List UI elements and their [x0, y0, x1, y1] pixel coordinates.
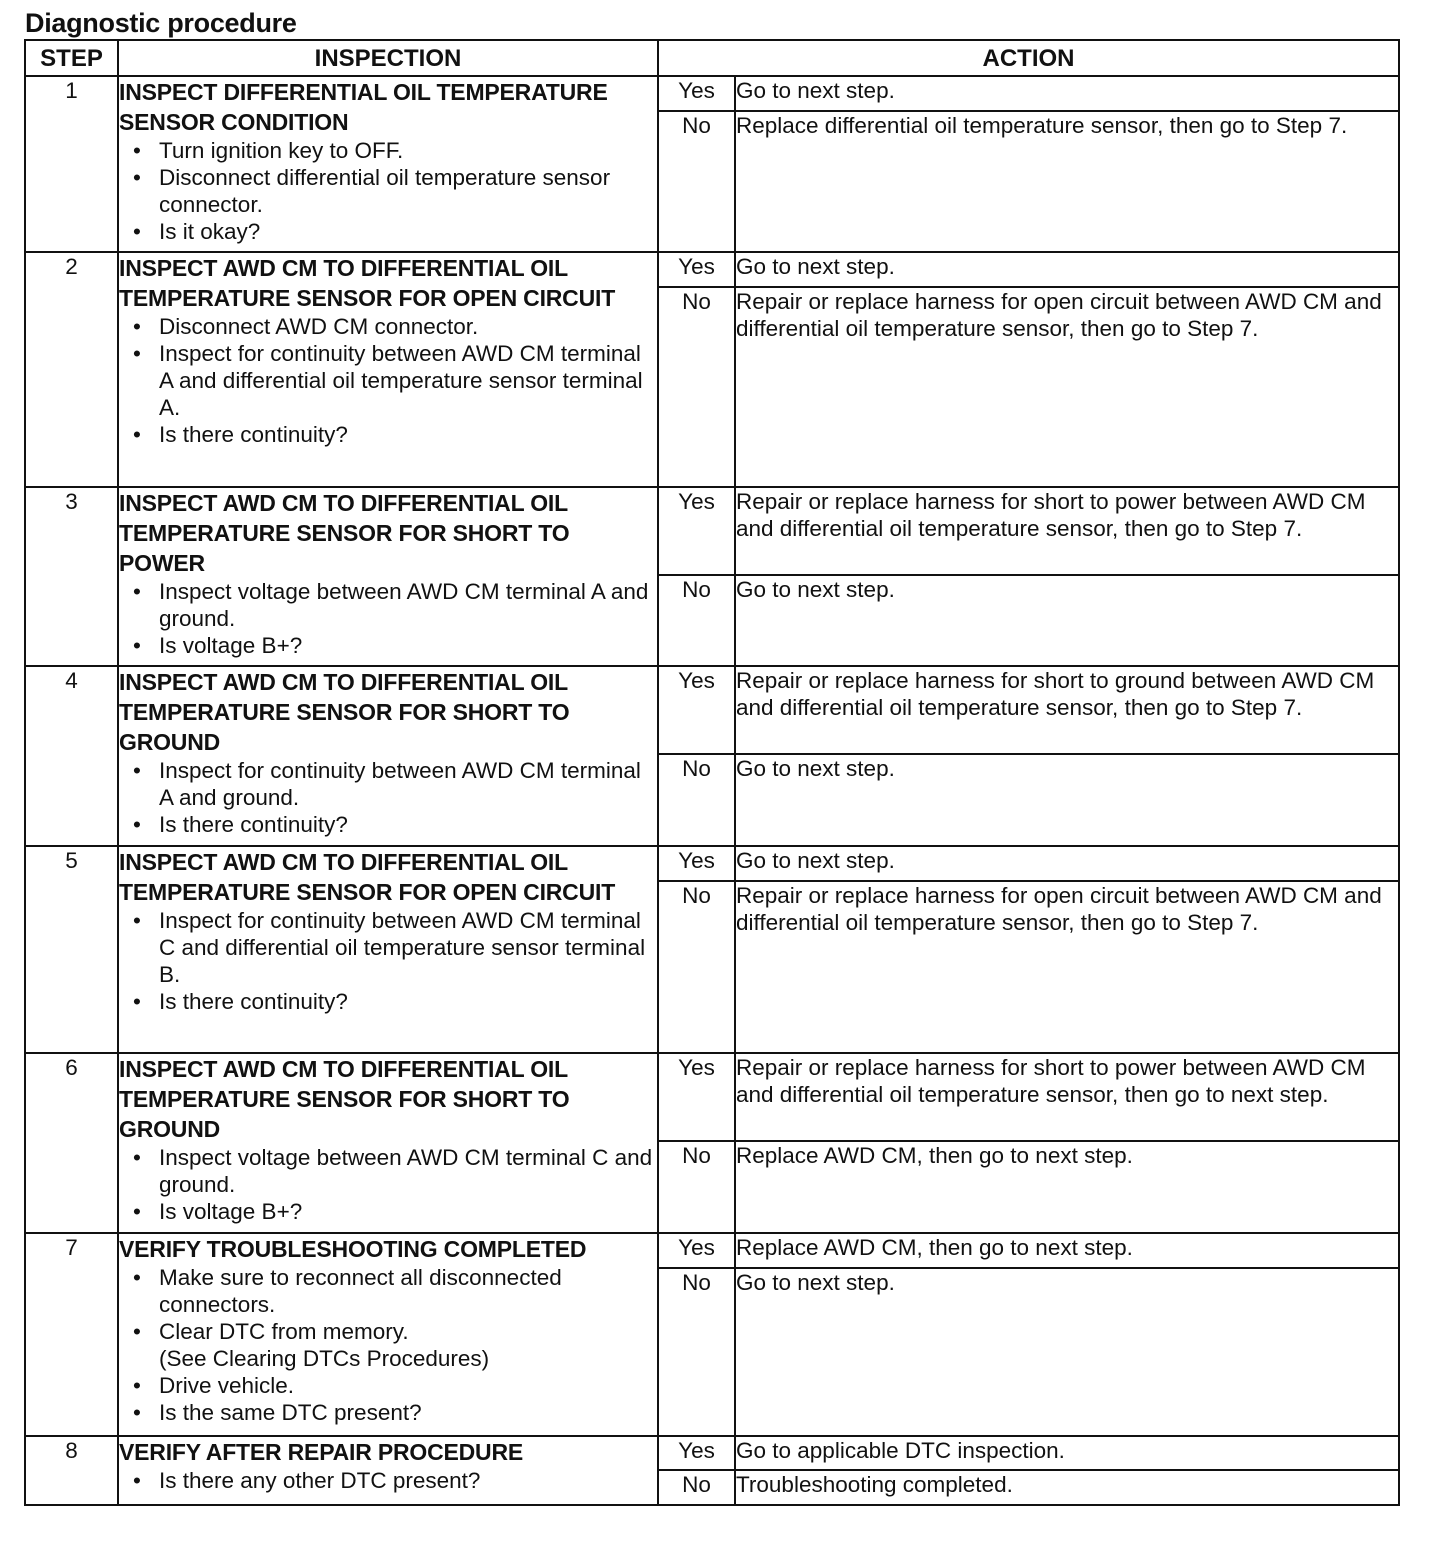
no-action: Replace AWD CM, then go to next step. [735, 1141, 1399, 1233]
check-item: • Disconnect AWD CM connector. [119, 313, 657, 340]
step-inspection [118, 1233, 658, 1436]
inspection-checklist [119, 137, 657, 245]
inspection-checklist [119, 1467, 657, 1494]
inspection-title: INSPECT AWD CM TO DIFFERENTIAL OIL TEMPERATURE SENSOR FOR SHORT TO GROUND [119, 1056, 570, 1142]
yes-action: Go to next step. [735, 252, 1399, 287]
action-column-header: ACTION [658, 40, 1399, 76]
inspection-title: VERIFY AFTER REPAIR PROCEDURE [119, 1439, 523, 1465]
clearing-dtc-reference: (See Clearing DTCs Procedures) [159, 1346, 490, 1371]
check-item: • Inspect voltage between AWD CM terminal A and ground. [119, 578, 657, 632]
check-item: • Disconnect differential oil temperature sensor connector. [119, 164, 657, 218]
check-item: • Is there continuity? [119, 988, 657, 1015]
yes-label: Yes [658, 666, 735, 754]
no-label: No [658, 1268, 735, 1436]
check-item: • Inspect for continuity between AWD CM terminal A and ground. [119, 757, 657, 811]
check-item: • Is there any other DTC present? [119, 1467, 657, 1494]
inspection-checklist [119, 757, 657, 838]
inspection-checklist [119, 578, 657, 659]
yes-label: Yes [658, 252, 735, 287]
no-action: Go to next step. [735, 575, 1399, 666]
no-label: No [658, 1141, 735, 1233]
check-item: • Inspect for continuity between AWD CM terminal A and differential oil temperature sensor terminal A. [119, 340, 657, 421]
inspection-title: INSPECT AWD CM TO DIFFERENTIAL OIL TEMPERATURE SENSOR FOR SHORT TO GROUND [119, 669, 570, 755]
check-item: • Is there continuity? [119, 811, 657, 838]
yes-action: Replace AWD CM, then go to next step. [735, 1233, 1399, 1268]
yes-label: Yes [658, 846, 735, 881]
step-number: 8 [25, 1436, 118, 1505]
no-label: No [658, 287, 735, 487]
step-number: 4 [25, 666, 118, 846]
no-label: No [658, 754, 735, 846]
inspection-checklist [119, 907, 657, 1015]
page-title: Diagnostic procedure [25, 8, 297, 38]
step-inspection [118, 487, 658, 666]
step-4-yes-row [25, 666, 1399, 754]
step-inspection [118, 252, 658, 487]
yes-label: Yes [658, 1233, 735, 1268]
inspection-column-header: INSPECTION [118, 40, 658, 76]
step-number: 1 [25, 76, 118, 252]
yes-action: Go to applicable DTC inspection. [735, 1436, 1399, 1470]
step-number: 7 [25, 1233, 118, 1436]
check-item: • Is the same DTC present? [119, 1399, 657, 1426]
no-label: No [658, 881, 735, 1053]
step-number: 5 [25, 846, 118, 1053]
step-number: 2 [25, 252, 118, 487]
step-8-yes-row [25, 1436, 1399, 1470]
check-item-text: Clear DTC from memory. [159, 1319, 409, 1344]
no-action: Go to next step. [735, 754, 1399, 846]
step-inspection [118, 846, 658, 1053]
step-7-yes-row [25, 1233, 1399, 1268]
yes-action: Repair or replace harness for short to ground between AWD CM and differential oil temperature sensor, then go to Step 7. [735, 666, 1399, 754]
yes-label: Yes [658, 76, 735, 111]
step-5-yes-row [25, 846, 1399, 881]
yes-action: Repair or replace harness for short to power between AWD CM and differential oil temperature sensor, then go to next step. [735, 1053, 1399, 1141]
yes-action: Repair or replace harness for short to power between AWD CM and differential oil temperature sensor, then go to Step 7. [735, 487, 1399, 575]
inspection-title: INSPECT AWD CM TO DIFFERENTIAL OIL TEMPERATURE SENSOR FOR SHORT TO POWER [119, 490, 570, 576]
yes-label: Yes [658, 1436, 735, 1470]
step-1-yes-row [25, 76, 1399, 111]
step-6-yes-row [25, 1053, 1399, 1141]
inspection-title: INSPECT AWD CM TO DIFFERENTIAL OIL TEMPERATURE SENSOR FOR OPEN CIRCUIT [119, 849, 616, 905]
no-label: No [658, 111, 735, 252]
yes-action: Go to next step. [735, 76, 1399, 111]
step-inspection [118, 76, 658, 252]
step-column-header: STEP [25, 40, 118, 76]
step-inspection [118, 1053, 658, 1233]
check-item: • Is there continuity? [119, 421, 657, 448]
step-inspection [118, 666, 658, 846]
step-2-yes-row [25, 252, 1399, 287]
no-label: No [658, 1470, 735, 1505]
check-item: • Is voltage B+? [119, 1198, 657, 1225]
no-action: Go to next step. [735, 1268, 1399, 1436]
yes-label: Yes [658, 1053, 735, 1141]
inspection-title: INSPECT AWD CM TO DIFFERENTIAL OIL TEMPERATURE SENSOR FOR OPEN CIRCUIT [119, 255, 616, 311]
no-action: Troubleshooting completed. [735, 1470, 1399, 1505]
table-header-row [25, 40, 1399, 76]
check-item: • Inspect voltage between AWD CM terminal C and ground. [119, 1144, 657, 1198]
inspection-checklist [119, 1264, 657, 1426]
inspection-title: VERIFY TROUBLESHOOTING COMPLETED [119, 1236, 587, 1262]
no-label: No [658, 575, 735, 666]
step-number: 6 [25, 1053, 118, 1233]
inspection-title: INSPECT DIFFERENTIAL OIL TEMPERATURE SENSOR CONDITION [119, 79, 608, 135]
check-item: • Drive vehicle. [119, 1372, 657, 1399]
step-number: 3 [25, 487, 118, 666]
check-item [119, 1318, 657, 1372]
check-item: • Is voltage B+? [119, 632, 657, 659]
no-action: Repair or replace harness for open circuit between AWD CM and differential oil temperature sensor, then go to Step 7. [735, 287, 1399, 487]
check-item: • Is it okay? [119, 218, 657, 245]
yes-action: Go to next step. [735, 846, 1399, 881]
diagnostic-procedure-table [24, 39, 1400, 1506]
step-inspection [118, 1436, 658, 1505]
check-item: • Turn ignition key to OFF. [119, 137, 657, 164]
check-item: • Inspect for continuity between AWD CM terminal C and differential oil temperature sensor terminal B. [119, 907, 657, 988]
inspection-checklist [119, 313, 657, 448]
no-action: Replace differential oil temperature sensor, then go to Step 7. [735, 111, 1399, 252]
check-item: • Make sure to reconnect all disconnected connectors. [119, 1264, 657, 1318]
inspection-checklist [119, 1144, 657, 1225]
step-3-yes-row [25, 487, 1399, 575]
no-action: Repair or replace harness for open circuit between AWD CM and differential oil temperature sensor, then go to Step 7. [735, 881, 1399, 1053]
yes-label: Yes [658, 487, 735, 575]
